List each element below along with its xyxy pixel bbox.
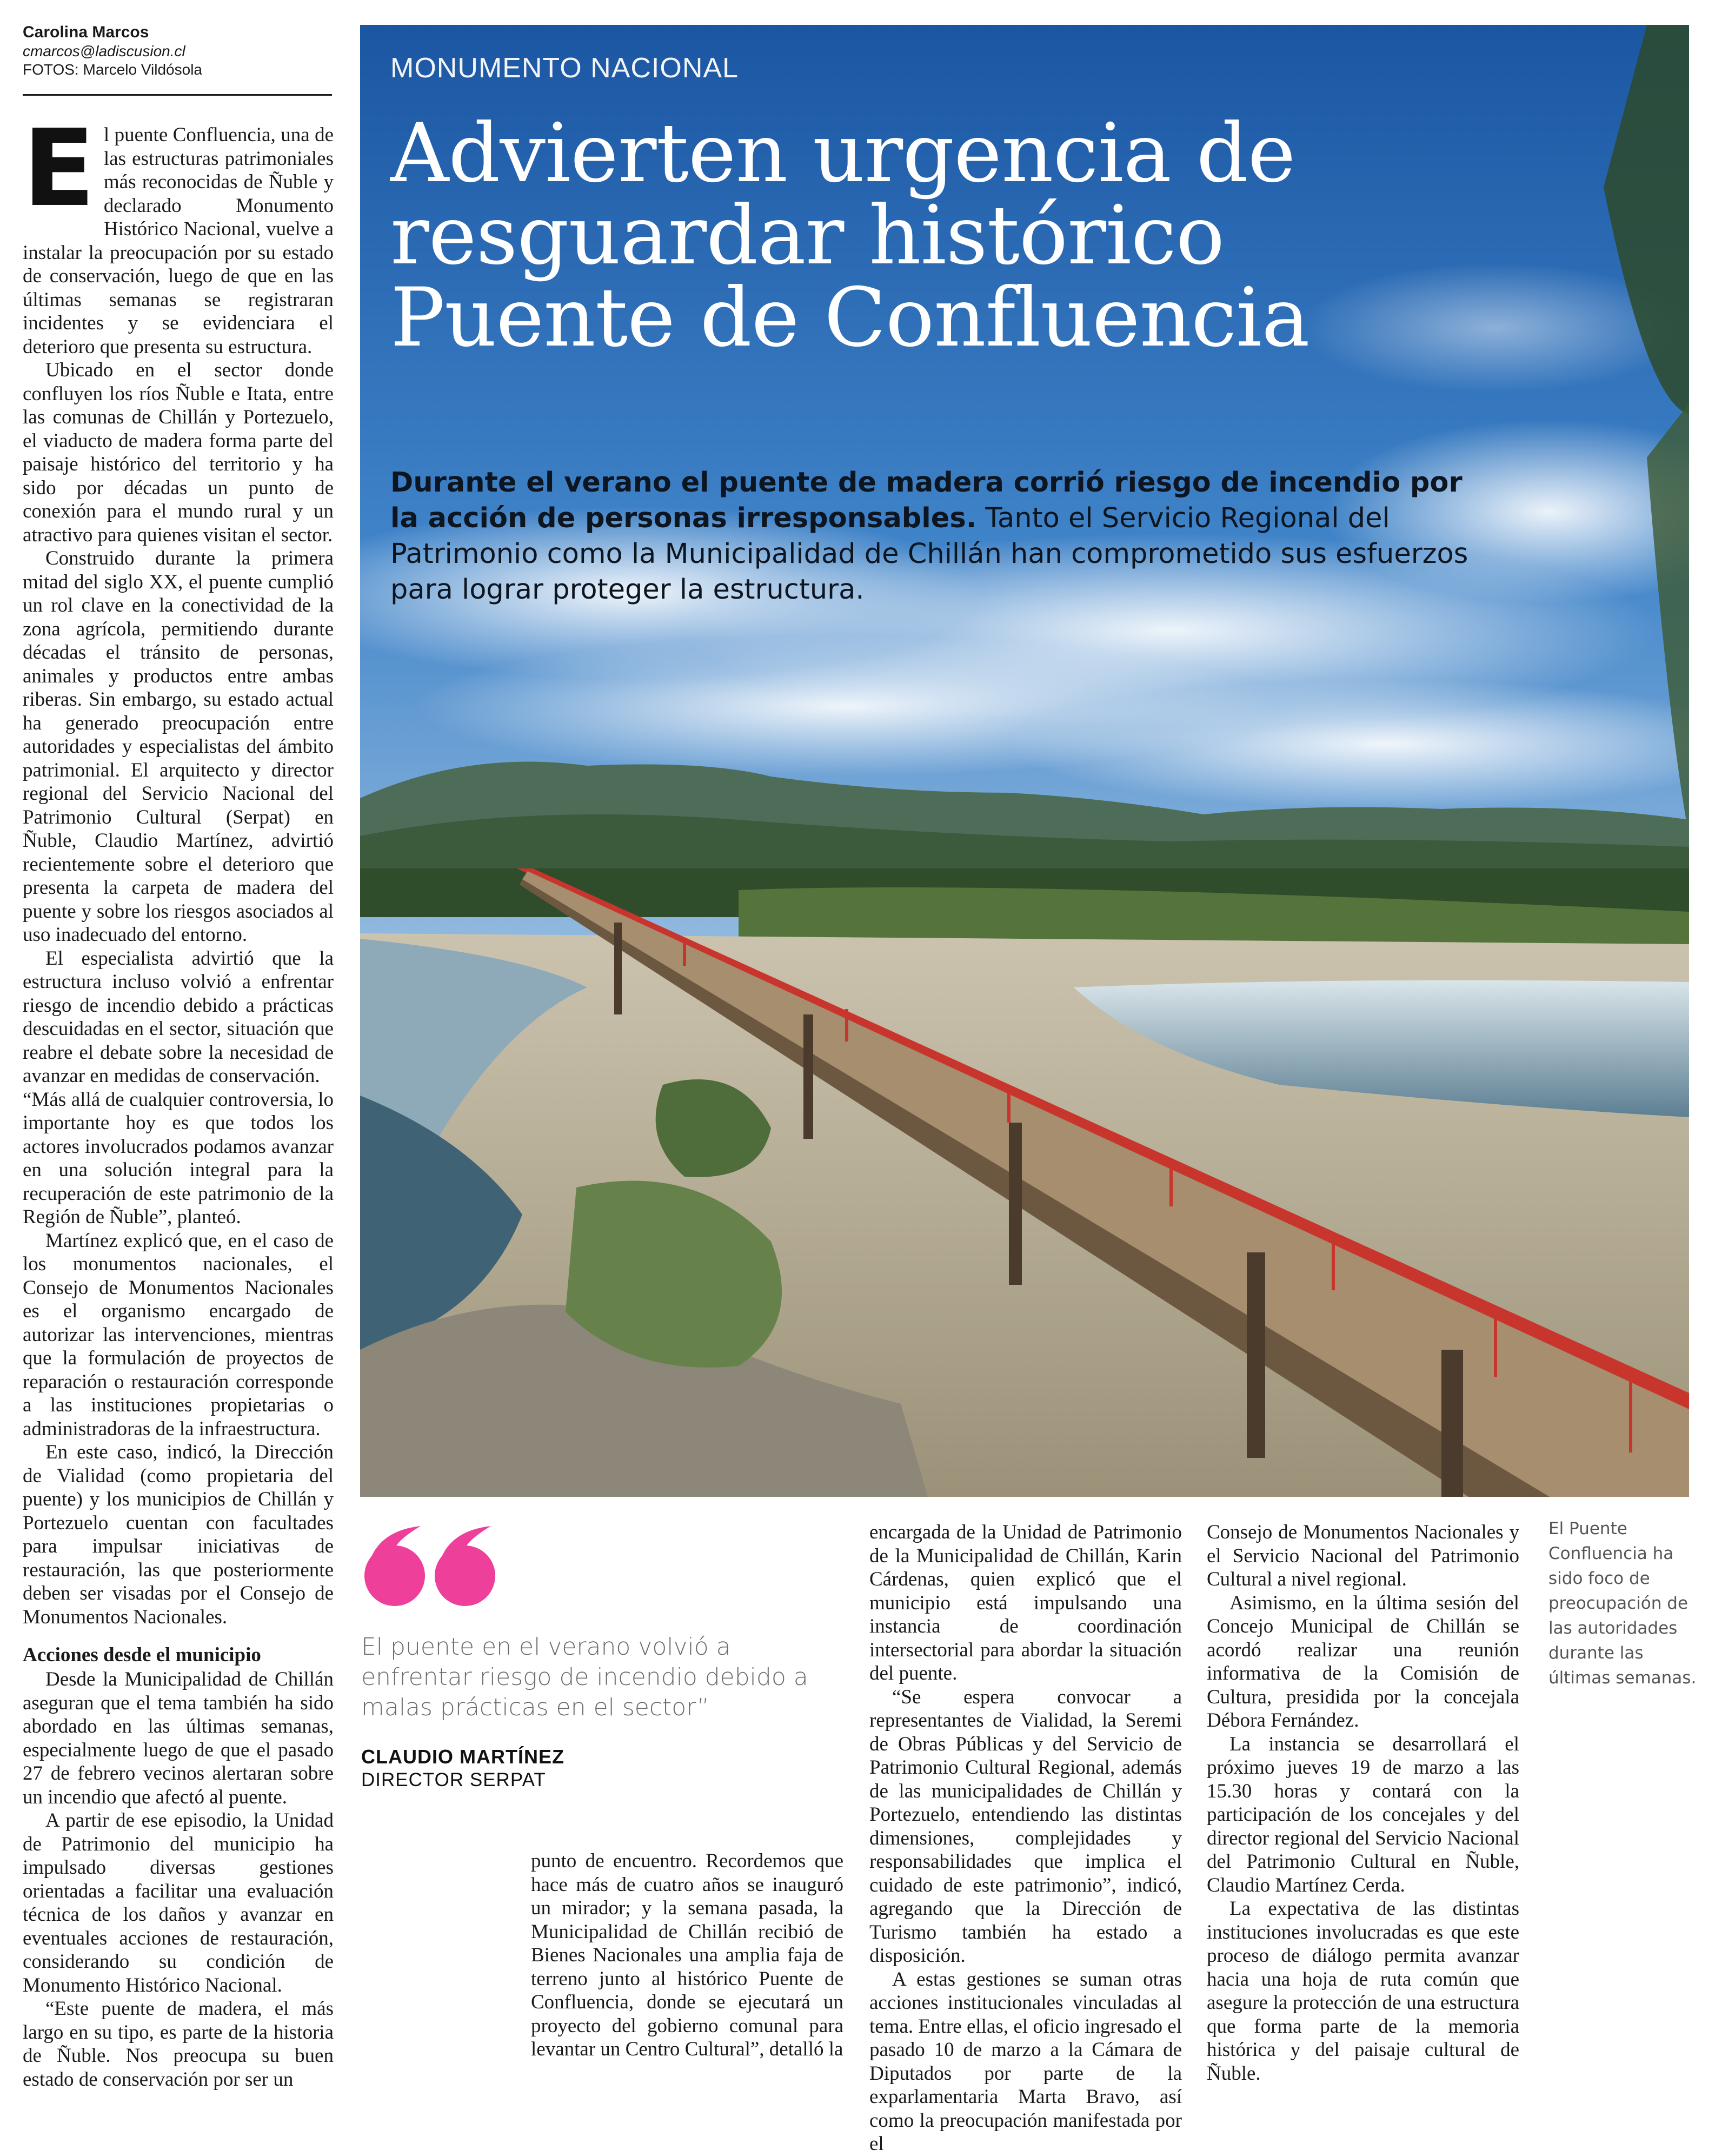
- article-paragraph: Desde la Municipalidad de Chillán aseguran que el tema también ha sido abordado en las últimas semanas, especialmente luego de que el pasado 27 de febrero vecinos alertaran sobre un incendio que afectó al puente.: [23, 1668, 334, 1808]
- pull-quote-role: DIRECTOR SERPAT: [361, 1769, 546, 1790]
- article-paragraph: El especialista advirtió que la estructura incluso volvió a enfrentar riesgo de incendio debido a prácticas descuidadas en el sector, situación que reabre el debate sobre la necesidad de avanzar en medidas de conservación.: [23, 947, 334, 1087]
- headline-line: Advierten urgencia de: [390, 107, 1295, 201]
- article-paragraph: Asimismo, en la última sesión del Concejo Municipal de Chillán se acordó realizar una reunión informativa de la Comisión de Cultura, presidida por la concejala Débora Fernández.: [1207, 1591, 1519, 1732]
- article-paragraph: A partir de ese episodio, la Unidad de Patrimonio del municipio ha impulsado diversas gestiones orientadas a facilitar una evaluación técnica de los daños y avanzar en eventuales acciones de restauración, considerando su condición de Monumento Histórico Nacional.: [23, 1809, 334, 1996]
- article-column-1: [23, 107, 334, 2091]
- article-paragraph: l puente Confluencia, una de las estructuras patrimoniales más reconocidas de Ñuble y declarado Monumento Histórico Nacional, vuelve a instalar la preocupación por su estado de conservación, luego de que en las últimas semanas se registraran incidentes y se evidenciara el deterioro que presenta su estructura.: [23, 124, 334, 358]
- article-subhead: Acciones desde el municipio: [23, 1644, 261, 1666]
- article-paragraph: La expectativa de las distintas instituciones involucradas es que este proceso de diálogo permita avanzar hacia una hoja de ruta común que asegure la protección de una estructura que forma parte de la memoria histórica y del paisaje cultural de Ñuble.: [1207, 1898, 1519, 2085]
- article-column-2: [531, 1849, 843, 2061]
- article-paragraph: encargada de la Unidad de Patrimonio de la Municipalidad de Chillán, Karin Cárdenas, quien explicó que el municipio está impulsando una instancia de coordinación intersectorial para abordar la situación del puente.: [869, 1521, 1182, 1684]
- pull-quote-name: CLAUDIO MARTÍNEZ: [361, 1746, 564, 1768]
- headline-line: Puente de Confluencia: [390, 271, 1309, 365]
- article-paragraph: La instancia se desarrollará el próximo jueves 19 de marzo a las 15.30 horas y contará con la participación de los concejales y del director regional del Servicio Nacional del Patrimonio Cultural en Ñuble, Claudio Martínez Cerda.: [1207, 1733, 1519, 1896]
- drop-cap: E: [23, 107, 95, 230]
- byline-photo-credit: FOTOS: Marcelo Vildósola: [23, 61, 202, 78]
- article-column-4: [1207, 1521, 1519, 2085]
- article-paragraph: “Se espera convocar a representantes de Vialidad, la Seremi de Obras Públicas y del Servicio de Patrimonio Cultural Regional, además de las municipalidades de Chillán y Portezuelo, entendiendo las distintas dimensiones, complejidades y responsabilidades que implica el cuidado de este patrimonio”, indicó, agregando que la Dirección de Turismo también ha estado a disposición.: [869, 1686, 1182, 1967]
- article-paragraph: “Más allá de cualquier controversia, lo importante hoy es que todos los actores involucrados podamos avanzar en una solución integral para la recuperación de este patrimonio de la Región de Ñuble”, planteó.: [23, 1088, 334, 1228]
- byline: [23, 23, 334, 79]
- article-paragraph: punto de encuentro. Recordemos que hace más de cuatro años se inauguró un mirador; y la semana pasada, la Municipalidad de Chillán recibió de Bienes Nacionales una amplia faja de terreno junto al histórico Puente de Confluencia, donde se ejecutará un proyecto del gobierno comunal para levantar un Centro Cultural”, detalló la: [531, 1850, 843, 2060]
- article-paragraph: “Este puente de madera, el más largo en su tipo, es parte de la historia de Ñuble. Nos preocupa su buen estado de conservación por ser un: [23, 1998, 334, 2091]
- section-kicker: MONUMENTO NACIONAL: [390, 52, 739, 84]
- article-paragraph: Consejo de Monumentos Nacionales y el Servicio Nacional del Patrimonio Cultural a nivel regional.: [1207, 1521, 1519, 1590]
- article-paragraph: Construido durante la primera mitad del siglo XX, el puente cumplió un rol clave en la conectividad de la zona agrícola, permitiendo durante décadas el tránsito de personas, animales y productos entre ambas riberas. Sin embargo, su estado actual ha generado preocupación entre autoridades y especialistas del ámbito patrimonial. El arquitecto y director regional del Servicio Nacional del Patrimonio Cultural (Serpat) en Ñuble, Claudio Martínez, advirtió recientemente sobre el deterioro que presenta la carpeta de madera del puente y sobre los riesgos asociados al uso inadecuado del entorno.: [23, 547, 334, 946]
- deck-bold: Durante el verano el puente de madera corrió riesgo de incendio por la acción de personas irresponsables.: [390, 467, 1463, 534]
- article-paragraph: Martínez explicó que, en el caso de los monumentos nacionales, el Consejo de Monumentos Nacionales es el organismo encargado de autorizar las intervenciones, mientras que la formulación de proyectos de reparación o restauración corresponde a las instituciones propietarias o administradoras de la infraestructura.: [23, 1229, 334, 1440]
- pull-quote-text: El puente en el verano volvió a enfrentar riesgo de incendio debido a malas prácticas en el sector”: [361, 1633, 808, 1721]
- article-column-3: [869, 1521, 1182, 2156]
- headline: [390, 107, 1634, 365]
- article-paragraph: En este caso, indicó, la Dirección de Vialidad (como propietaria del puente) y los municipios de Chillán y Portezuelo cuentan con facultades para impulsar iniciativas de restauración, las que posteriormente deben ser visadas por el Consejo de Monumentos Nacionales.: [23, 1441, 334, 1628]
- deck-regular: Tanto el Servicio Regional del Patrimonio como la Municipalidad de Chillán han comprometido sus esfuerzos para lograr proteger la estructura.: [390, 502, 1468, 606]
- photo-caption: El Puente Confluencia ha sido foco de preocupación de las autoridades durante las últimas semanas.: [1548, 1519, 1697, 1688]
- byline-author: Carolina Marcos: [23, 23, 149, 41]
- headline-line: resguardar histórico: [390, 189, 1225, 283]
- deck-summary: [390, 465, 1493, 608]
- article-paragraph: Ubicado en el sector donde confluyen los ríos Ñuble e Itata, entre las comunas de Chillán y Portezuelo, el viaducto de madera forma parte del paisaje histórico del territorio y ha sido por décadas un punto de conexión para el mundo rural y un atractivo para quienes visitan el sector.: [23, 359, 334, 546]
- byline-email[interactable]: cmarcos@ladiscusion.cl: [23, 43, 185, 59]
- article-paragraph: A estas gestiones se suman otras acciones institucionales vinculadas al tema. Entre ellas, el oficio ingresado el pasado 10 de marzo a la Cámara de Diputados por parte de la exparlamentaria Marta Bravo, así como la preocupación manifestada por el: [869, 1968, 1182, 2155]
- byline-divider: [23, 94, 332, 96]
- quote-mark-icon: [361, 1521, 502, 1609]
